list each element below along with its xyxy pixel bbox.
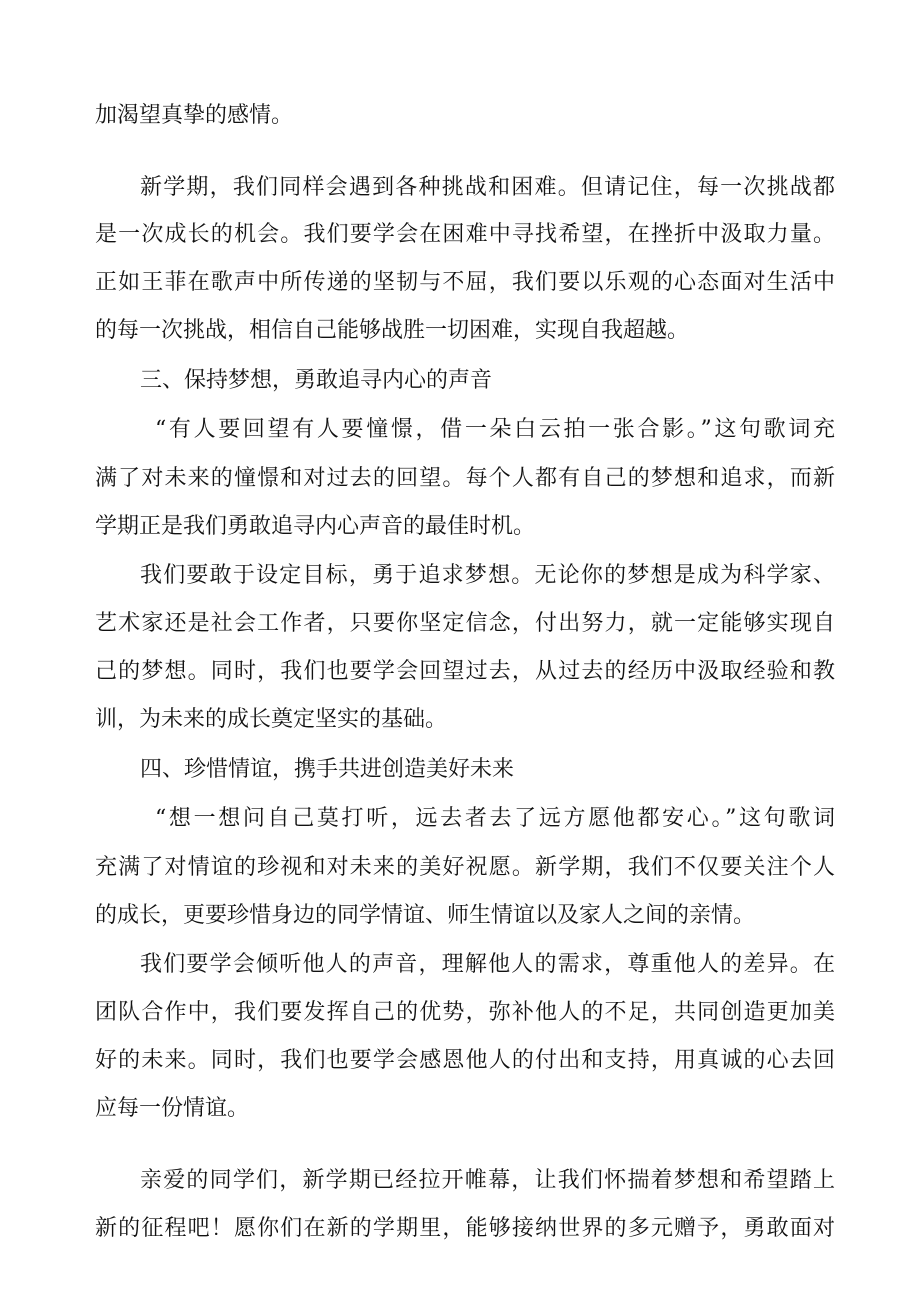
paragraph-line: 加渴望真挚的感情。: [95, 103, 294, 128]
paragraph-line: 正如王菲在歌声中所传递的坚韧与不屈，我们要以乐观的心态面对生活中: [95, 270, 835, 295]
paragraph-line: 新的征程吧！愿你们在新的学期里，能够接纳世界的多元赠予，勇敢面对: [95, 1216, 835, 1241]
paragraph-line: 亲爱的同学们，新学期已经拉开帷幕，让我们怀揣着梦想和希望踏上: [140, 1168, 835, 1193]
paragraph-line: 的成长，更要珍惜身边的同学情谊、师生情谊以及家人之间的亲情。: [95, 903, 756, 928]
section-heading: 三、保持梦想，勇敢追寻内心的声音: [140, 368, 493, 393]
section-heading: 四、珍惜情谊，携手共进创造美好未来: [140, 757, 515, 782]
paragraph-line: 己的梦想。同时，我们也要学会回望过去，从过去的经历中汲取经验和教: [95, 659, 835, 684]
paragraph-line: 我们要敢于设定目标，勇于追求梦想。无论你的梦想是成为科学家、: [140, 563, 835, 588]
paragraph-line: 团队合作中，我们要发挥自己的优势，弥补他人的不足，共同创造更加美: [95, 1000, 835, 1025]
paragraph-line: 训，为未来的成长奠定坚实的基础。: [95, 707, 448, 732]
paragraph-line: 学期正是我们勇敢追寻内心声音的最佳时机。: [95, 514, 536, 539]
paragraph-line: 我们要学会倾听他人的声音，理解他人的需求，尊重他人的差异。在: [140, 952, 835, 977]
paragraph-line: 艺术家还是社会工作者，只要你坚定信念，付出努力，就一定能够实现自: [95, 611, 835, 636]
paragraph-line: “想一想问自己莫打听，远去者去了远方愿他都安心。”这句歌词: [155, 806, 835, 831]
paragraph-line: 好的未来。同时，我们也要学会感恩他人的付出和支持，用真诚的心去回: [95, 1048, 835, 1073]
paragraph-line: 的每一次挑战，相信自己能够战胜一切困难，实现自我超越。: [95, 318, 690, 343]
paragraph-line: 应每一份情谊。: [95, 1096, 250, 1121]
paragraph-line: 充满了对情谊的珍视和对未来的美好祝愿。新学期，我们不仅要关注个人: [95, 855, 835, 880]
paragraph-line: “有人要回望有人要憧憬，借一朵白云拍一张合影。”这句歌词充: [155, 417, 835, 442]
paragraph-line: 新学期，我们同样会遇到各种挑战和困难。但请记住，每一次挑战都: [140, 175, 835, 200]
paragraph-line: 满了对未来的憧憬和对过去的回望。每个人都有自己的梦想和追求，而新: [95, 466, 835, 491]
paragraph-line: 是一次成长的机会。我们要学会在困难中寻找希望，在挫折中汲取力量。: [95, 222, 835, 247]
